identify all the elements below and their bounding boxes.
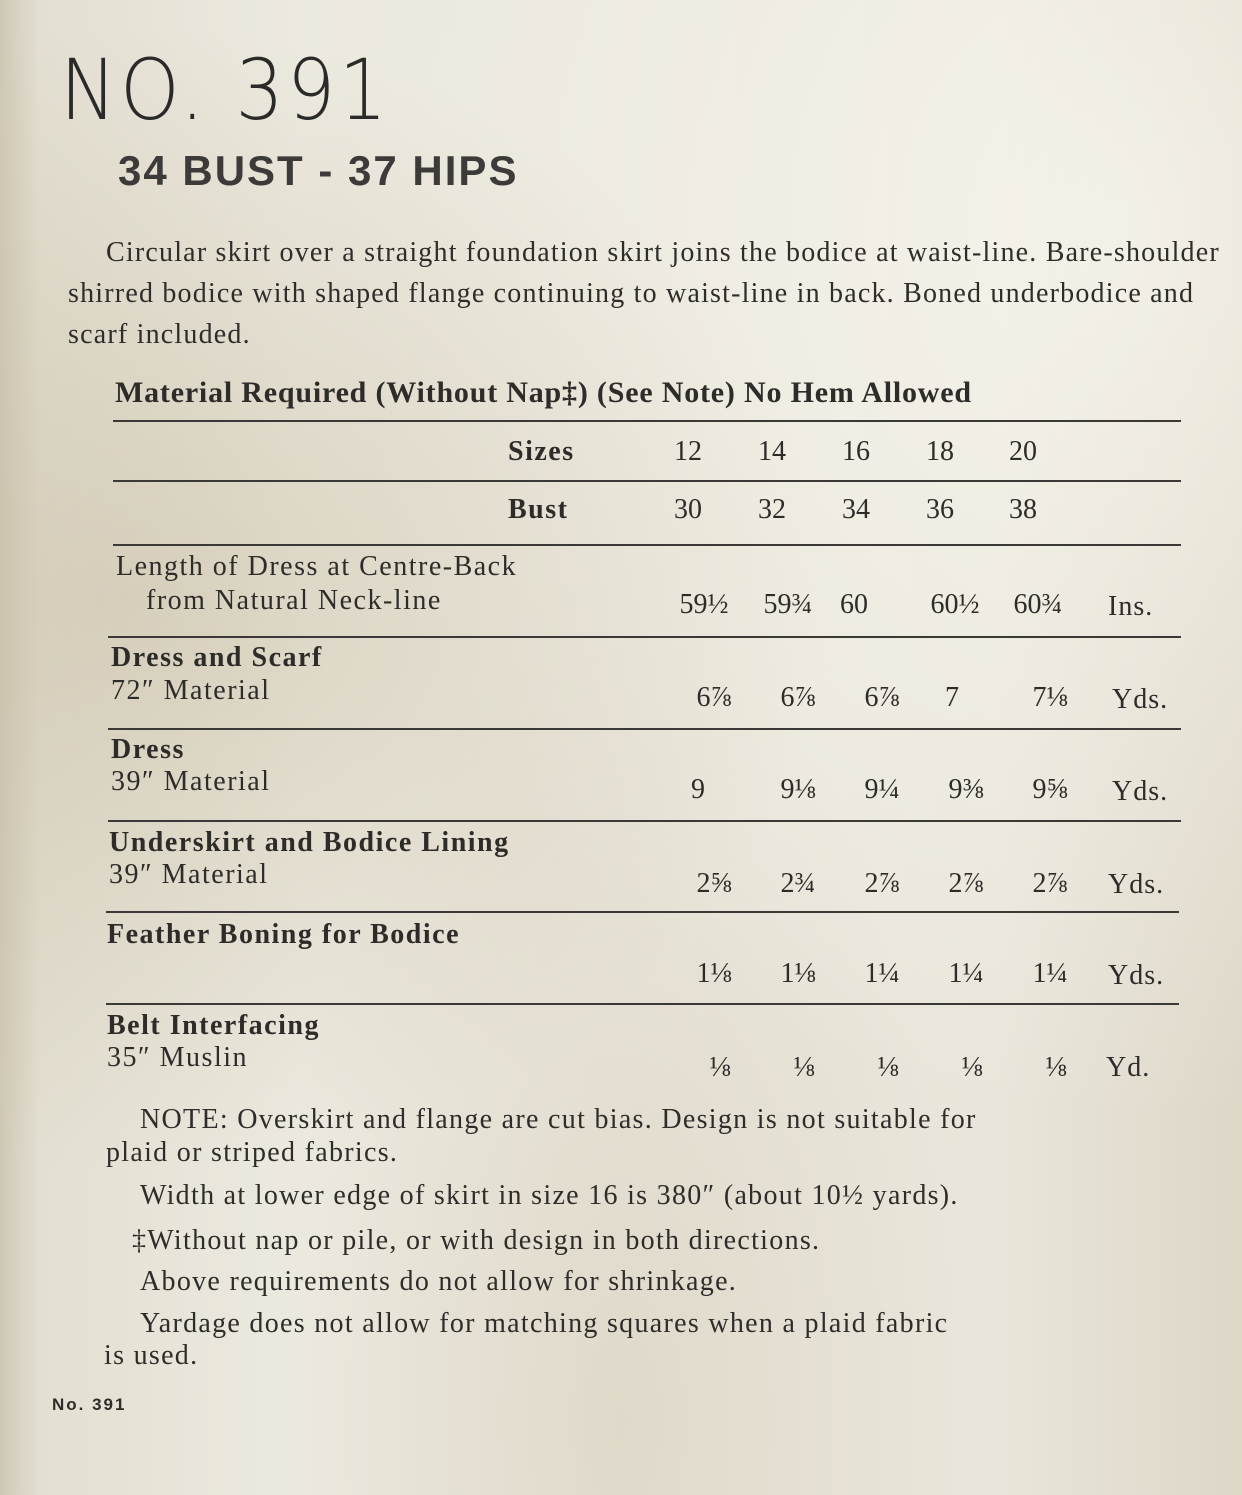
row-value: 2¾ [780, 868, 816, 899]
pattern-number-title: NO. 391 [60, 41, 391, 139]
sizes-label: Sizes [508, 436, 575, 467]
row-value: ⅛ [877, 1052, 899, 1083]
row-value: 9⅛ [780, 774, 816, 805]
row-unit: Ins. [1108, 591, 1154, 622]
size-value: 12 [674, 436, 702, 467]
note-line: is used. [104, 1340, 199, 1371]
size-value: 14 [758, 436, 786, 467]
row-value: 59½ [679, 589, 729, 620]
row-value: ⅛ [961, 1052, 983, 1083]
row-unit: Yds. [1112, 684, 1169, 715]
row-value: 60 [840, 589, 868, 620]
row-label: Length of Dress at Centre-Back [116, 551, 518, 582]
table-rule [106, 911, 1179, 913]
row-sublabel: 35″ Muslin [107, 1042, 249, 1073]
row-sublabel: 39″ Material [109, 859, 269, 890]
table-rule [108, 820, 1181, 822]
bust-value: 36 [926, 494, 954, 525]
size-value: 18 [926, 436, 954, 467]
size-heading: 34 BUST - 37 HIPS [118, 147, 519, 194]
design-description: Circular skirt over a straight foundation skirt joins the bodice at waist-line. Bare-shoulder shirred bodice with shaped flange continuing to waist-line in back. Boned underbodice and scarf included. [68, 237, 1220, 350]
bust-value: 34 [842, 494, 870, 525]
table-rule [106, 1003, 1179, 1005]
row-unit: Yds. [1108, 960, 1165, 991]
row-value: 9 [691, 774, 705, 805]
size-value: 16 [842, 436, 870, 467]
row-value: 6⅞ [780, 682, 816, 713]
bust-value: 38 [1009, 494, 1037, 525]
row-value: 1⅛ [780, 958, 816, 989]
row-value: 60¾ [1013, 589, 1063, 620]
row-value: 2⅝ [696, 868, 732, 899]
row-value: ⅛ [1045, 1052, 1067, 1083]
row-sublabel: 72″ Material [111, 675, 271, 706]
bust-label: Bust [508, 494, 569, 525]
row-value: ⅛ [793, 1052, 815, 1083]
row-value: 60½ [930, 589, 980, 620]
row-label: Belt Interfacing [107, 1010, 320, 1041]
row-value: 7⅛ [1032, 682, 1068, 713]
row-label: Feather Boning for Bodice [107, 919, 461, 950]
note-line: NOTE: Overskirt and flange are cut bias. Design is not suitable for [140, 1104, 977, 1135]
footer-pattern-number: No. 391 [52, 1395, 127, 1414]
row-value: 6⅞ [696, 682, 732, 713]
row-sublabel: from Natural Neck-line [146, 585, 442, 616]
row-value: ⅛ [709, 1052, 731, 1083]
row-value: 1¼ [864, 958, 900, 989]
note-line: Yardage does not allow for matching squares when a plaid fabric [140, 1308, 949, 1339]
row-value: 2⅞ [1032, 868, 1068, 899]
note-line: ‡Without nap or pile, or with design in both directions. [132, 1225, 821, 1256]
row-value: 7 [945, 682, 959, 713]
row-value: 6⅞ [864, 682, 900, 713]
row-value: 2⅞ [948, 868, 984, 899]
row-label: Dress and Scarf [111, 642, 323, 673]
table-rule [113, 544, 1181, 546]
row-label: Underskirt and Bodice Lining [109, 827, 510, 858]
note-line: Above requirements do not allow for shrinkage. [140, 1266, 738, 1297]
table-rule [113, 420, 1181, 422]
row-unit: Yd. [1106, 1052, 1151, 1083]
bust-value: 30 [674, 494, 702, 525]
row-value: 2⅞ [864, 868, 900, 899]
table-title: Material Required (Without Nap‡) (See Note) No Hem Allowed [115, 376, 972, 409]
row-label: Dress [111, 734, 185, 765]
row-unit: Yds. [1108, 869, 1165, 900]
row-value: 9¼ [864, 774, 900, 805]
row-value: 9⅝ [1032, 774, 1068, 805]
row-unit: Yds. [1112, 776, 1169, 807]
row-sublabel: 39″ Material [111, 766, 271, 797]
table-rule [108, 728, 1181, 730]
size-value: 20 [1009, 436, 1037, 467]
note-line: plaid or striped fabrics. [106, 1137, 399, 1168]
note-line: Width at lower edge of skirt in size 16 is 380″ (about 10½ yards). [140, 1180, 959, 1211]
row-value: 59¾ [763, 589, 813, 620]
row-value: 1⅛ [696, 958, 732, 989]
bust-value: 32 [758, 494, 786, 525]
row-value: 9⅜ [948, 774, 984, 805]
row-value: 1¼ [1032, 958, 1068, 989]
table-rule [108, 636, 1181, 638]
row-value: 1¼ [948, 958, 984, 989]
table-rule [113, 480, 1181, 482]
